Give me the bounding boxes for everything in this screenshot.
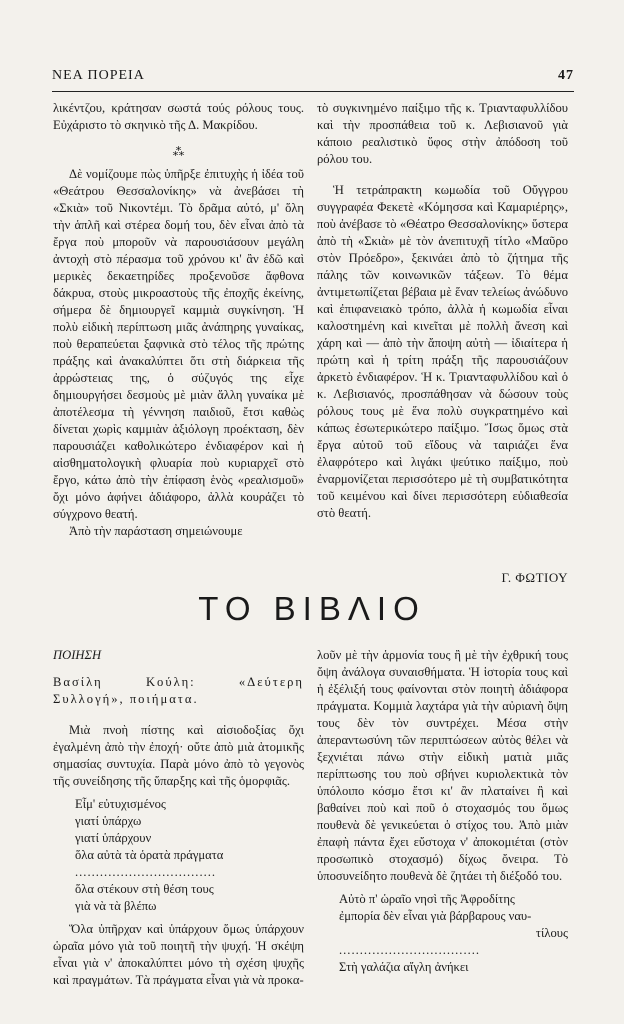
page-number: 47 [558,68,574,83]
poem-line: ὅλα στέκουν στὴ θέση τους [75,882,214,896]
poem-line: Στὴ γαλάζια αἴγλη ἀνήκει [339,960,469,974]
review-paragraph: Ἡ τετράπρακτη κωμωδία τοῦ Οὔγγρου συγγραφέα Φεκετὲ «Κόμησσα καὶ Καμαριέρης», ποὺ ἀνέβασε τὸ «Θέατρο Θεσσαλονίκης» ὕστερα ἀπὸ τὴ «Σκιὰ» μὲ τὸν ἀνεπιτυχῆ τίτλο «Μαῦρο στὸν Πρόεδρο», ξεκινάει ἀπὸ τὸ ζήτημα τῆς πάλης τῶν κοινωνικῶν τάξεων. Τὸ θέμα ἀντιμετωπίζεται βέβαια μὲ ἕναν τελείως ἀνώδυνο καὶ ἐπιφανειακὸ τρόπο, ἀλλὰ ἡ κωμωδία εἶναι καλοστημένη καὶ κινεῖται μὲ πολλὴ ἄνεση καὶ χάρη καὶ — ἀπὸ τὴν ἄποψη αὐτὴ — ἰδιαίτερα ἡ πρώτη καὶ ἡ τρίτη πράξη τῆς παρουσιάζουν ἀρκετὸ ἐνδιαφέρον. Ἡ κ. Τριανταφυλλίδου καὶ ὁ κ. Λεβισιανός, προσπάθησαν νὰ δώσουν τοὺς ρόλους τους μὲ ἕνα πολὺ συγκρατημένο καὶ κάπως ἐσωτερικώτερο παίξιμο. Ἴσως ὅμως στὰ ἔργα αὐτοῦ τοῦ εἴδους νὰ ταιριάζει ἕνα ἐλαφρότερο καὶ λιγάκι ψεύτικο παίξιμο, ποὺ ἐναρμονίζεται περισσότερο μὲ τὴ συμβατικότητα τοῦ κειμένου καὶ δίνει περισσότερη εὐδιαθεσία στὸ θεατή. [317,183,568,520]
author-signature: Γ. ΦΩΤΙΟΥ [501,570,568,585]
section-separator: ⁂ [172,145,185,159]
poem-excerpt [317,891,568,976]
book-paragraph: Ὅλα ὑπῆρχαν καὶ ὑπάρχουν ὅμως ὑπάρχουν ὡραῖα μόνο γιὰ τοῦ ποιητῆ τὴν ψυχή. Ἡ σκέψη εἶναι γιὰ ν' ἀποκαλύπτει μόνο τὴ σχέση ψυχῆς καὶ πραγμάτων. Τὰ πράγματα εἶναι γιὰ νὰ προκα- [53,922,304,987]
poem-line: γιατί ὑπάρχω [75,814,142,828]
review-paragraph: Ἀπὸ τὴν παράσταση σημειώνουμε [69,524,243,538]
poem-line: τίλους [535,926,568,940]
journal-title: ΝΕΑ ΠΟΡΕΙΑ [52,68,145,83]
book-paragraph: λοῦν μὲ τὴν ἁρμονία τους ἢ μὲ τὴν ἐχθρική τους ὄψη ἀνάλογα συναισθήματα. Ἡ ἱστορία τους καὶ ἡ ἐξέλιξή τους φαίνονται στὸν ποιητὴ ἀδιάφορα πράγματα. Κομμιὰ λαχτάρα γιὰ τὴν αὐριανὴ ὄψη τους δὲν τὸν συντρέχει. Μέσα στὴν ἀπεραντωσύνη τῶν περιπτώσεων αὐτὸς θέλει νὰ ξεχνιέται πάνω στὴν εἰδικὴ ματιὰ μιᾶς περίπτωσης του ποὺ σβήνει κυριολεκτικὰ τὸν ὑπόλοιπο κόσμο ἔτσι κι' ἂν πλαταίνει ἢ καὶ βαθαίνει ποὺ καὶ ποῦ ὁ στοχασμός του ὅμως πουθενὰ δὲ γενικεύεται ὁ στίχος του. Ἀπὸ μιὰν ἐπαφὴ πάντα ἔχει εὔστοχα ν' ἀποκομιέται (στὸν προσωπικὸ στοχασμό) δίχως ὄνειρα. Τὸ ὑποσυνείδητο πουθενὰ δὲ ζητάει τὴ διέξοδό του. [317,648,568,883]
review-right-column [317,100,568,522]
review-left-column [53,100,304,540]
book-right-column [317,647,568,982]
poem-line: ὅλα αὐτὰ τὰ ὁρατὰ πράγματα [75,848,224,862]
book-left-column [53,647,304,989]
section-title: ΤΟ ΒΙΒΛΙΟ [198,590,426,627]
review-paragraph: λικέντζου, κράτησαν σωστά τούς ρόλους τους. Εὐχάριστο τὸ σκηνικὸ τῆς Δ. Μακρίδου. [53,101,304,132]
poem-line: γιὰ νὰ τὰ βλέπω [75,899,157,913]
header-rule [52,91,574,92]
poem-line: ἐμπορία δὲν εἶναι γιὰ βάρβαρους ναυ- [339,909,532,923]
poem-excerpt [53,796,304,915]
ellipsis-line: .................................. [75,865,217,879]
poem-line: Εἶμ' εὐτυχισμένος [75,797,166,811]
poem-line: γιατί ὑπάρχουν [75,831,152,845]
ellipsis-line: .................................. [339,943,481,957]
book-intro: Βασίλη Κούλη: «Δεύτερη Συλλογή», ποιήματα. [53,675,304,706]
page-header [52,68,574,88]
poem-line: Αὐτὸ π' ὡραῖο νησὶ τῆς Ἀφροδίτης [339,892,515,906]
book-paragraph: Μιὰ πνοὴ πίστης καὶ αἰσιοδοξίας ὄχι ἐγαλμένη ἀπὸ τὴν ἐποχή· οὔτε ἀπὸ μιὰ ἀτομικῆς σημασίας συντυχία. Παρὰ μόνο ἀπὸ τὸ γεγονὸς τῆς συνείδησης τῆς ὕπαρξης καὶ τῆς ὁμορφιᾶς. [53,723,304,788]
subheading: ΠΟΙΗΣΗ [53,648,102,662]
review-paragraph: τὸ συγκινημένο παίξιμο τῆς κ. Τριανταφυλλίδου καὶ τὴν προσπάθεια τοῦ κ. Λεβισιανοῦ γιὰ κάποιο ρεαλιστικὸ ὕφος στὴν ἀπόδοση τοῦ ρόλου του. [317,101,568,166]
review-paragraph: Δὲ νομίζουμε πὼς ὑπῆρξε ἐπιτυχὴς ἡ ἰδέα τοῦ «Θεάτρου Θεσσαλονίκης» νὰ ἀνεβάσει τὴ «Σκιὰ» τοῦ Νικοντέμι. Τὸ δρᾶμα αὐτό, μ' ὅλη τὴν ἁπλῆ καὶ στέρεα δομή του, δὲν εἶναι ἀπὸ τὰ ἔργα ποὺ μποροῦν νὰ παρουσιάσουν μεγάλη ἀντοχὴ στὸ πέρασμα τοῦ χρόνου κι' ἂν ἐδῶ καὶ μερικὲς δεκαετηρίδες προξενοῦσε ἄφθονα δάκρυα, στοὺς μικροαστοὺς τῆς ἐποχῆς ἐκείνης, σήμερα δὲ δημιουργεῖ καμμιὰ συγκίνηση. Ἡ πολὺ εἰδικὴ περίπτωση μιᾶς ἀνάπηρης γυναίκας, ποὺ θεραπεύεται ξαφνικὰ στὸ τέλος τῆς πρώτης πράξης καὶ ἀνακαλύπτει ὅτι στὴ διάρκεια τῆς ἀρρώστειας της, ὁ σύζυγός της εἶχε δημιουργήσει δεσμοὺς μὲ μιὰν ἄλλη γυναίκα μὲ ἀποτέλεσμα τὴ γέννηση παιδιοῦ, ἔτσι καθὼς δίνεται χωρὶς καμμιὰν ἀξιόλογη προέκταση, δὲν παρουσιάζει καθολικώτερο ἐνδιαφέρον καὶ ἡ αἰσθηματολογικὴ φλυαρία ποὺ κυριαρχεῖ στὸ ἔργο, κάτω ἀπὸ τὴν ἐπίφαση ἑνὸς «ρεαλισμοῦ» ὄχι μόνο ἀφήνει ἀδιάφορο, ἀλλὰ κουράζει τὸ σύγχρονο θεατή. [53,167,304,521]
